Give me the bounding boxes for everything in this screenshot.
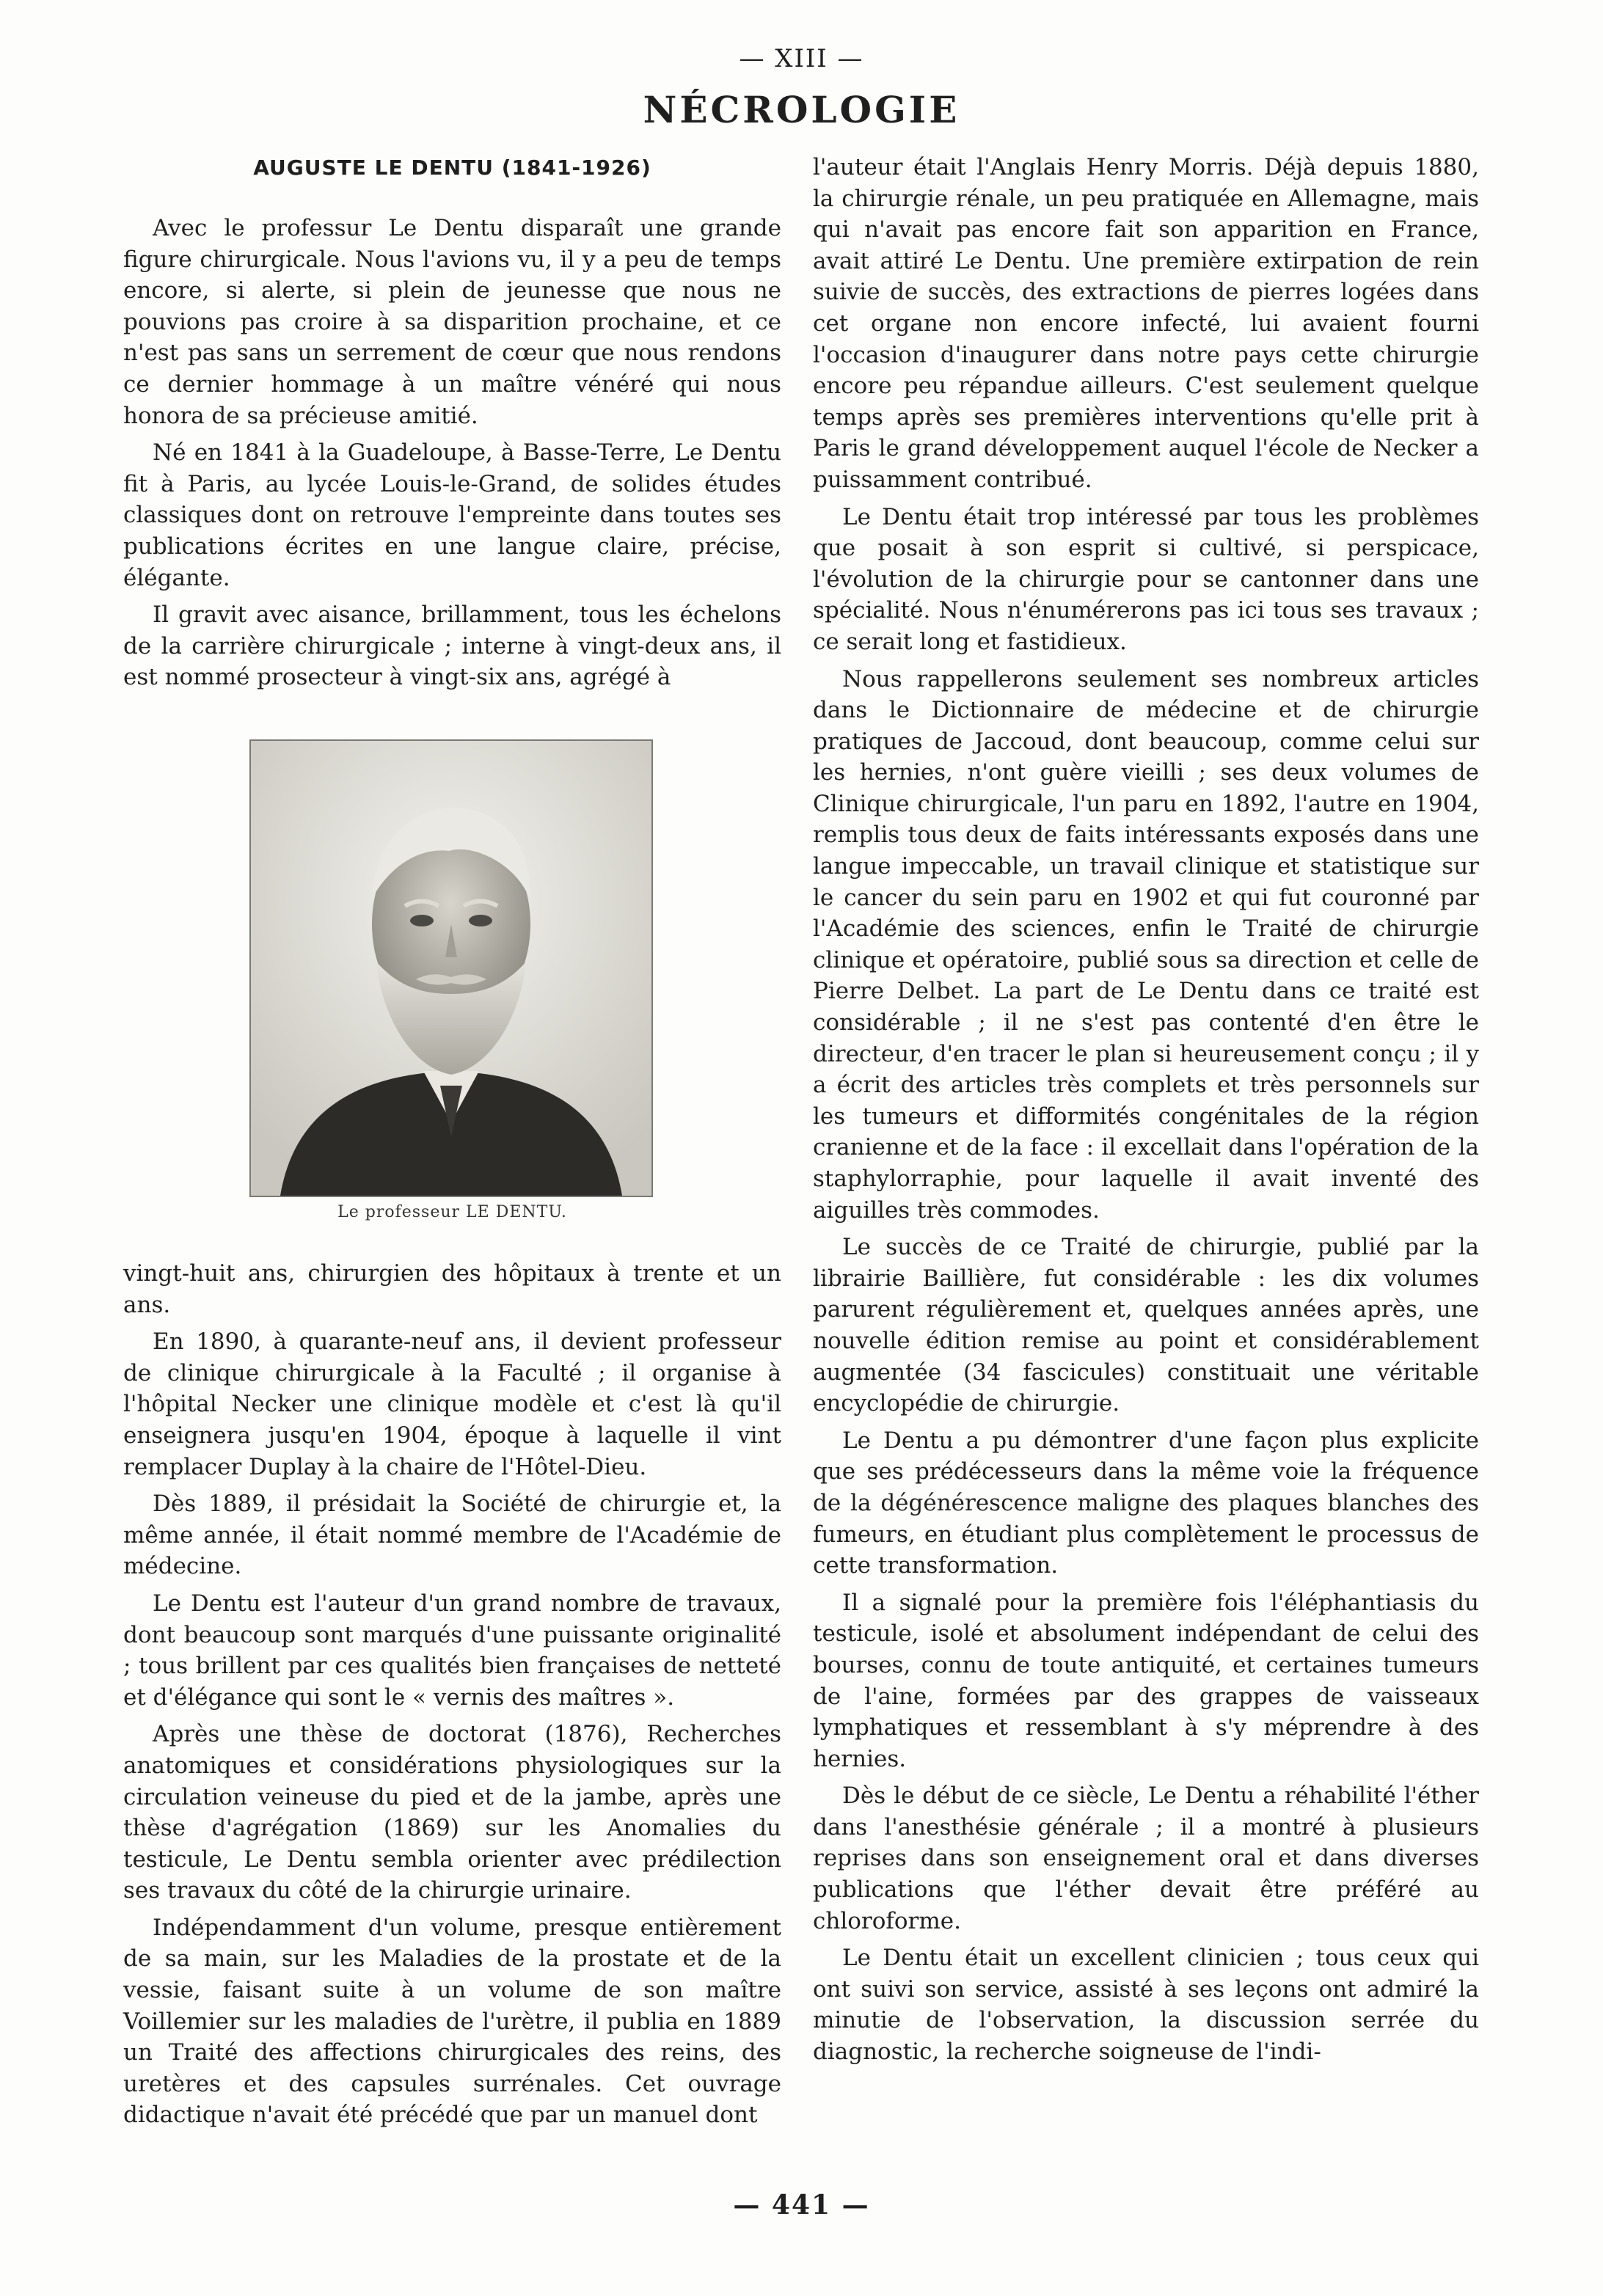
paragraph: Avec le professur Le Dentu disparaît une grande figure chirurgicale. Nous l'avions vu, il y a peu de temps encore, si alerte, si plein de jeunesse que nous ne pouvions pas croire à sa disparition prochaine, et ce n'est pas sans un serrement de cœur que nous rendons ce dernier hommage à un maître vénéré qui nous honora de sa précieuse amitié.	[123, 215, 781, 429]
paragraph: Indépendamment d'un volume, presque entièrement de sa main, sur les Maladies de la prostate et de la vessie, faisant suite à un volume de son maître Voillemier sur les maladies de l'urètre, il publia en 1889 un Traité des affections chirurgicales des reins, des uretères et des capsules surrénales. Cet ouvrage didactique n'avait été précédé que par un manuel dont	[123, 1914, 781, 2129]
photo-caption: Le professeur LE DENTU.	[337, 1203, 567, 1221]
right-column	[813, 152, 1479, 2074]
paragraph: Après une thèse de doctorat (1876), Recherches anatomiques et considérations physiologiques sur la circulation veineuse du pied et de la jambe, après une thèse d'agrégation (1869) sur les Anomalies du testicule, Le Dentu sembla orienter avec prédilection ses travaux du côté de la chirurgie urinaire.	[123, 1721, 781, 1904]
left-column-bottom	[123, 1258, 781, 2137]
paragraph: Dès le début de ce siècle, Le Dentu a réhabilité l'éther dans l'anesthésie générale ; il a montré à plusieurs reprises dans son enseignement oral et dans diverses publications que l'éther devait être préféré au chloroforme.	[813, 1783, 1479, 1934]
page-number: — 441 —	[733, 2190, 870, 2220]
page-roman-numeral: — XIII —	[739, 44, 864, 73]
paragraph: Le Dentu était trop intéressé par tous les problèmes que posait à son esprit si cultivé, si perspicace, l'évolution de la chirurgie pour se cantonner dans une spécialité. Nous n'énumérerons pas ici tous ses travaux ; ce serait long et fastidieux.	[813, 503, 1479, 655]
paragraph: Nous rappellerons seulement ses nombreux articles dans le Dictionnaire de médecine et de chirurgie pratiques de Jaccoud, dont beaucoup, comme celui sur les hernies, n'ont guère vieilli ; ses deux volumes de Clinique chirurgicale, l'un paru en 1892, l'autre en 1904, remplis tous deux de faits intéressants exposés dans une langue impeccable, un travail clinique et statistique sur le cancer du sein paru en 1902 et qui fut couronné par l'Académie des sciences, enfin le Traité de chirurgie clinique et opératoire, publié sous sa direction et celle de Pierre Delbet. La part de Le Dentu dans ce traité est considérable ; il ne s'est pas contenté d'en être le directeur, d'en tracer le plan si heureusement conçu ; il y a écrit des articles très complets et très personnels sur les tumeurs et difformités congénitales de la région cranienne et de la face : il excellait dans l'opération de la staphylorraphie, pour laquelle il avait inventé des aiguilles très commodes.	[813, 665, 1479, 1224]
left-column-top	[123, 213, 781, 699]
portrait-photo	[249, 739, 653, 1197]
portrait-image	[251, 741, 651, 1196]
paragraph: Dès 1889, il présidait la Société de chirurgie et, la même année, il était nommé membre de l'Académie de médecine.	[123, 1491, 781, 1580]
paragraph: Le Dentu a pu démontrer d'une façon plus explicite que ses prédécesseurs dans la même voie la fréquence de la dégénérescence maligne des plaques blanches des fumeurs, en étudiant plus complètement le processus de cette transformation.	[813, 1427, 1479, 1579]
article-heading: AUGUSTE LE DENTU (1841-1926)	[253, 156, 651, 180]
paragraph: Il gravit avec aisance, brillamment, tous les échelons de la carrière chirurgicale ; interne à vingt-deux ans, il est nommé prosecteur à vingt-six ans, agrégé à	[123, 602, 781, 691]
paragraph: Il a signalé pour la première fois l'éléphantiasis du testicule, isolé et absolument indépendant de celui des bourses, connu de toute antiquité, et certaines tumeurs de l'aine, formées par des grappes de vaisseaux lymphatiques et ressemblant à s'y méprendre à des hernies.	[813, 1589, 1479, 1772]
paragraph: l'auteur était l'Anglais Henry Morris. Déjà depuis 1880, la chirurgie rénale, un peu pratiquée en Allemagne, mais qui n'avait pas encore fait son apparition en France, avait attiré Le Dentu. Une première extirpation de rein suivie de succès, des extractions de pierres logées dans cet organe non encore infecté, lui avaient fourni l'occasion d'inaugurer dans notre pays cette chirurgie encore peu répandue ailleurs. C'est seulement quelque temps après ses premières interventions qu'elle prit à Paris le grand développement auquel l'école de Necker a puissamment contribué.	[813, 154, 1479, 493]
paragraph: Né en 1841 à la Guadeloupe, à Basse-Terre, Le Dentu fit à Paris, au lycée Louis-le-Grand, de solides études classiques dont on retrouve l'empreinte dans toutes ses publications écrites en une langue claire, précise, élégante.	[123, 439, 781, 591]
section-title: NÉCROLOGIE	[643, 88, 960, 131]
paragraph: En 1890, à quarante-neuf ans, il devient professeur de clinique chirurgicale à la Faculté ; il organise à l'hôpital Necker une clinique modèle et c'est là qu'il enseignera jusqu'en 1904, époque à laquelle il vint remplacer Duplay à la chaire de l'Hôtel-Dieu.	[123, 1328, 781, 1480]
paragraph: vingt-huit ans, chirurgien des hôpitaux à trente et un ans.	[123, 1260, 781, 1318]
paragraph: Le Dentu était un excellent clinicien ; tous ceux qui ont suivi son service, assisté à ses leçons ont admiré la minutie de l'observation, la discussion serrée du diagnostic, la recherche soigneuse de l'indi-	[813, 1945, 1479, 2066]
paragraph: Le succès de ce Traité de chirurgie, publié par la librairie Baillière, fut considérable : les dix volumes parurent régulièrement et, quelques années après, une nouvelle édition remise au point et considérablement augmentée (34 fascicules) constituait une véritable encyclopédie de chirurgie.	[813, 1234, 1479, 1417]
paragraph: Le Dentu est l'auteur d'un grand nombre de travaux, dont beaucoup sont marqués d'une puissante originalité ; tous brillent par ces qualités bien françaises de netteté et d'élégance qui sont le « vernis des maîtres ».	[123, 1590, 781, 1711]
